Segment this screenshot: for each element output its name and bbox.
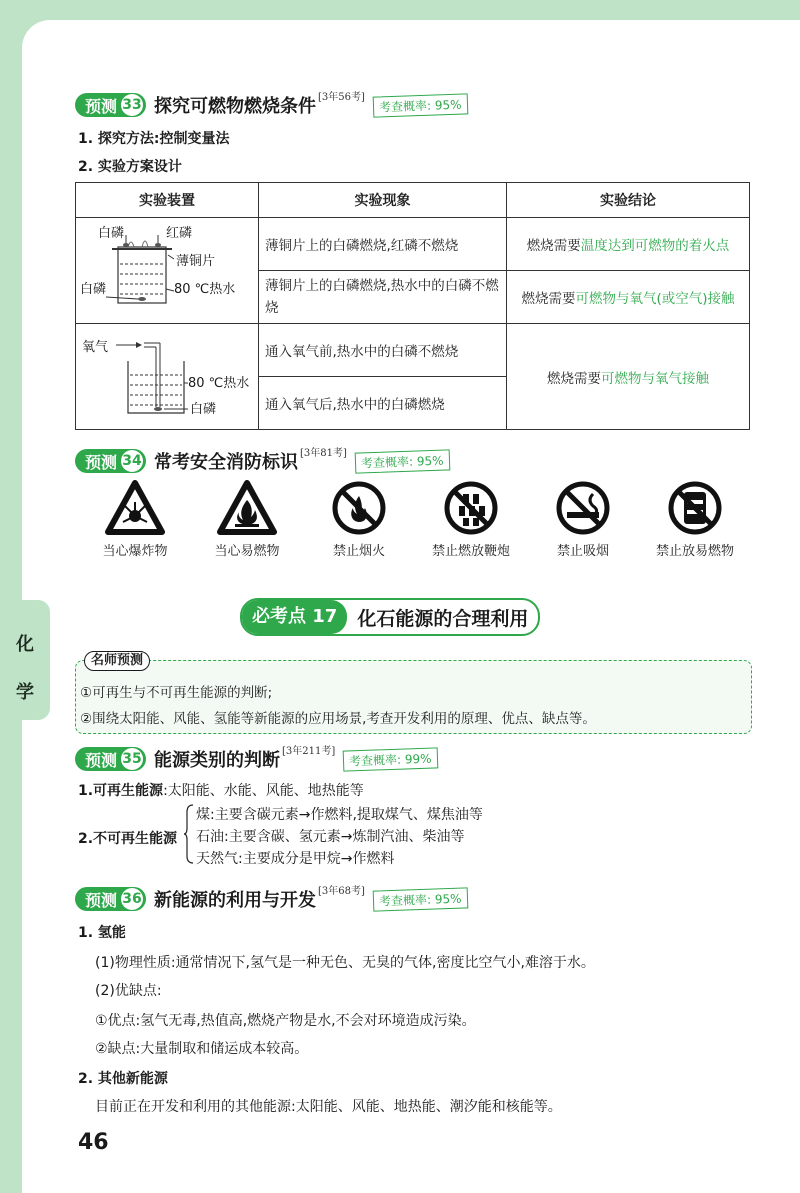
section-34-probability: 考查概率: 95% [355, 449, 450, 473]
section-35-title: 能源类别的判断 [154, 750, 281, 771]
section-33-title: 探究可燃物燃烧条件 [154, 96, 317, 117]
explosive-warning-icon [105, 480, 165, 536]
section-35-frequency: [3年211考] [282, 746, 336, 757]
hydrogen-pros: ①优点:氢气无毒,热值高,燃烧产物是水,不会对环境造成污染。 [95, 1013, 476, 1029]
no-flammables-icon [665, 480, 725, 536]
sign-explosive [80, 480, 190, 559]
teacher-prediction-tag: 名师预测 [84, 651, 150, 671]
subject-side-tab [0, 600, 50, 720]
section-33-badge [75, 93, 146, 117]
conclusion-prefix: 燃烧需要 [521, 291, 576, 307]
sign-no-flammables [640, 480, 750, 559]
hydrogen-cons: ②缺点:大量制取和储运成本较高。 [95, 1041, 309, 1057]
row-1-phenomenon: 薄铜片上的白磷燃烧,红磷不燃烧 [259, 218, 507, 271]
sign-label: 禁止烟火 [332, 544, 385, 559]
conclusion-highlight: 可燃物与氧气(或空气)接触 [575, 291, 735, 307]
hydrogen-heading: 1. 氢能 [78, 925, 126, 941]
sign-no-fire [304, 480, 414, 559]
section-34-title: 常考安全消防标识 [154, 452, 299, 473]
table-header-phenomenon: 实验现象 [259, 183, 507, 218]
section-34-header [75, 448, 449, 474]
conclusion-highlight: 温度达到可燃物的着火点 [580, 238, 730, 254]
side-tab-char-2: 学 [16, 682, 34, 703]
sign-no-firecrackers [416, 480, 526, 559]
conclusion-prefix: 燃烧需要 [547, 370, 601, 387]
section-36-title: 新能源的利用与开发 [154, 890, 317, 911]
section-35-header [75, 746, 438, 772]
apparatus-2-label-oxygen: 氧气 [82, 340, 109, 355]
section-34-badge [75, 449, 146, 473]
badge-number: 34 [121, 450, 143, 472]
no-fire-icon [329, 480, 389, 536]
no-firecrackers-icon [441, 480, 501, 536]
apparatus-2-label-hot-water: 80 ℃热水 [188, 376, 250, 391]
sign-label: 禁止放易燃物 [655, 544, 734, 559]
side-tab-char-1: 化 [16, 634, 34, 655]
section-36-badge [75, 887, 146, 911]
apparatus-1-label-red-p: 红磷 [166, 226, 193, 241]
hydrogen-pros-cons: (2)优缺点: [95, 983, 162, 999]
apparatus-1-label-white-p-water: 白磷 [80, 282, 107, 297]
conclusion-highlight: 可燃物与氧气接触 [601, 370, 709, 387]
apparatus-1-label-copper: 薄铜片 [176, 254, 216, 269]
coal-line: 煤:主要含碳元素→作燃料,提取煤气、煤焦油等 [196, 807, 483, 823]
sign-flammable [192, 480, 302, 559]
apparatus-2-cell [76, 324, 259, 430]
badge-label: 预测 [85, 890, 118, 910]
row-4-phenomenon: 通入氧气后,热水中的白磷燃烧 [259, 377, 507, 430]
row-2-conclusion [507, 271, 750, 324]
key-point-17-badge: 必考点 17 [242, 600, 347, 634]
teacher-line-1: ①可再生与不可再生能源的判断; [80, 685, 273, 701]
badge-label: 预测 [85, 750, 118, 770]
sign-label: 当心易燃物 [214, 544, 280, 559]
badge-number: 36 [121, 888, 143, 910]
experiment-table [75, 182, 750, 430]
section-35-probability: 考查概率: 99% [343, 747, 438, 771]
row-34-conclusion [507, 324, 750, 430]
conclusion-prefix: 燃烧需要 [526, 238, 581, 254]
sign-no-smoking [528, 480, 638, 559]
key-point-17-banner [240, 598, 540, 636]
badge-label: 预测 [85, 96, 118, 116]
teacher-line-2: ②围绕太阳能、风能、氢能等新能源的应用场景,考查开发利用的原理、优点、缺点等。 [80, 711, 596, 727]
section-35-badge [75, 747, 146, 771]
section-33-probability: 考查概率: 95% [373, 93, 468, 117]
safety-signs [80, 480, 750, 559]
section-33-frequency: [3年56考] [318, 92, 365, 103]
section-33-item-2: 2. 实验方案设计 [78, 159, 182, 175]
other-energy-heading: 2. 其他新能源 [78, 1071, 168, 1087]
natural-gas-line: 天然气:主要成分是甲烷→作燃料 [196, 851, 395, 867]
nonrenewable-label: 2.不可再生能源 [78, 831, 178, 847]
section-36-frequency: [3年68考] [318, 886, 365, 897]
flammable-warning-icon [217, 480, 277, 536]
oil-line: 石油:主要含碳、氢元素→炼制汽油、柴油等 [196, 829, 465, 845]
sign-label: 禁止燃放鞭炮 [431, 544, 510, 559]
section-33-header [75, 92, 467, 118]
teacher-prediction-box [75, 653, 752, 734]
sign-label: 禁止吸烟 [556, 544, 609, 559]
page-number: 46 [78, 1130, 109, 1155]
badge-number: 35 [121, 748, 143, 770]
renewable-label: 1.可再生能源 [78, 783, 164, 799]
section-36-header [75, 886, 467, 912]
table-header-conclusion: 实验结论 [507, 183, 750, 218]
row-3-phenomenon: 通入氧气前,热水中的白磷不燃烧 [259, 324, 507, 377]
renewable-line [78, 780, 364, 800]
renewable-text: :太阳能、水能、风能、地热能等 [163, 783, 364, 799]
row-1-conclusion [507, 218, 750, 271]
apparatus-1-cell [76, 218, 259, 324]
section-33-item-1: 1. 探究方法:控制变量法 [78, 131, 230, 147]
apparatus-1-label-hot-water: 80 ℃热水 [174, 282, 236, 297]
hydrogen-properties: (1)物理性质:通常情况下,氢气是一种无色、无臭的气体,密度比空气小,难溶于水。 [95, 955, 595, 971]
badge-number: 33 [121, 94, 143, 116]
apparatus-1-label-white-p: 白磷 [98, 226, 125, 241]
key-point-17-title: 化石能源的合理利用 [357, 607, 529, 630]
no-smoking-icon [553, 480, 613, 536]
sign-label: 当心爆炸物 [102, 544, 168, 559]
other-energy-text: 目前正在开发和利用的其他能源:太阳能、风能、地热能、潮汐能和核能等。 [95, 1099, 562, 1115]
section-36-probability: 考查概率: 95% [373, 887, 468, 911]
section-34-frequency: [3年81考] [300, 448, 347, 459]
table-header-apparatus: 实验装置 [76, 183, 259, 218]
badge-label: 预测 [85, 452, 118, 472]
apparatus-2-label-white-p: 白磷 [190, 402, 217, 417]
brace-icon [184, 804, 194, 864]
row-2-phenomenon: 薄铜片上的白磷燃烧,热水中的白磷不燃烧 [259, 271, 507, 324]
